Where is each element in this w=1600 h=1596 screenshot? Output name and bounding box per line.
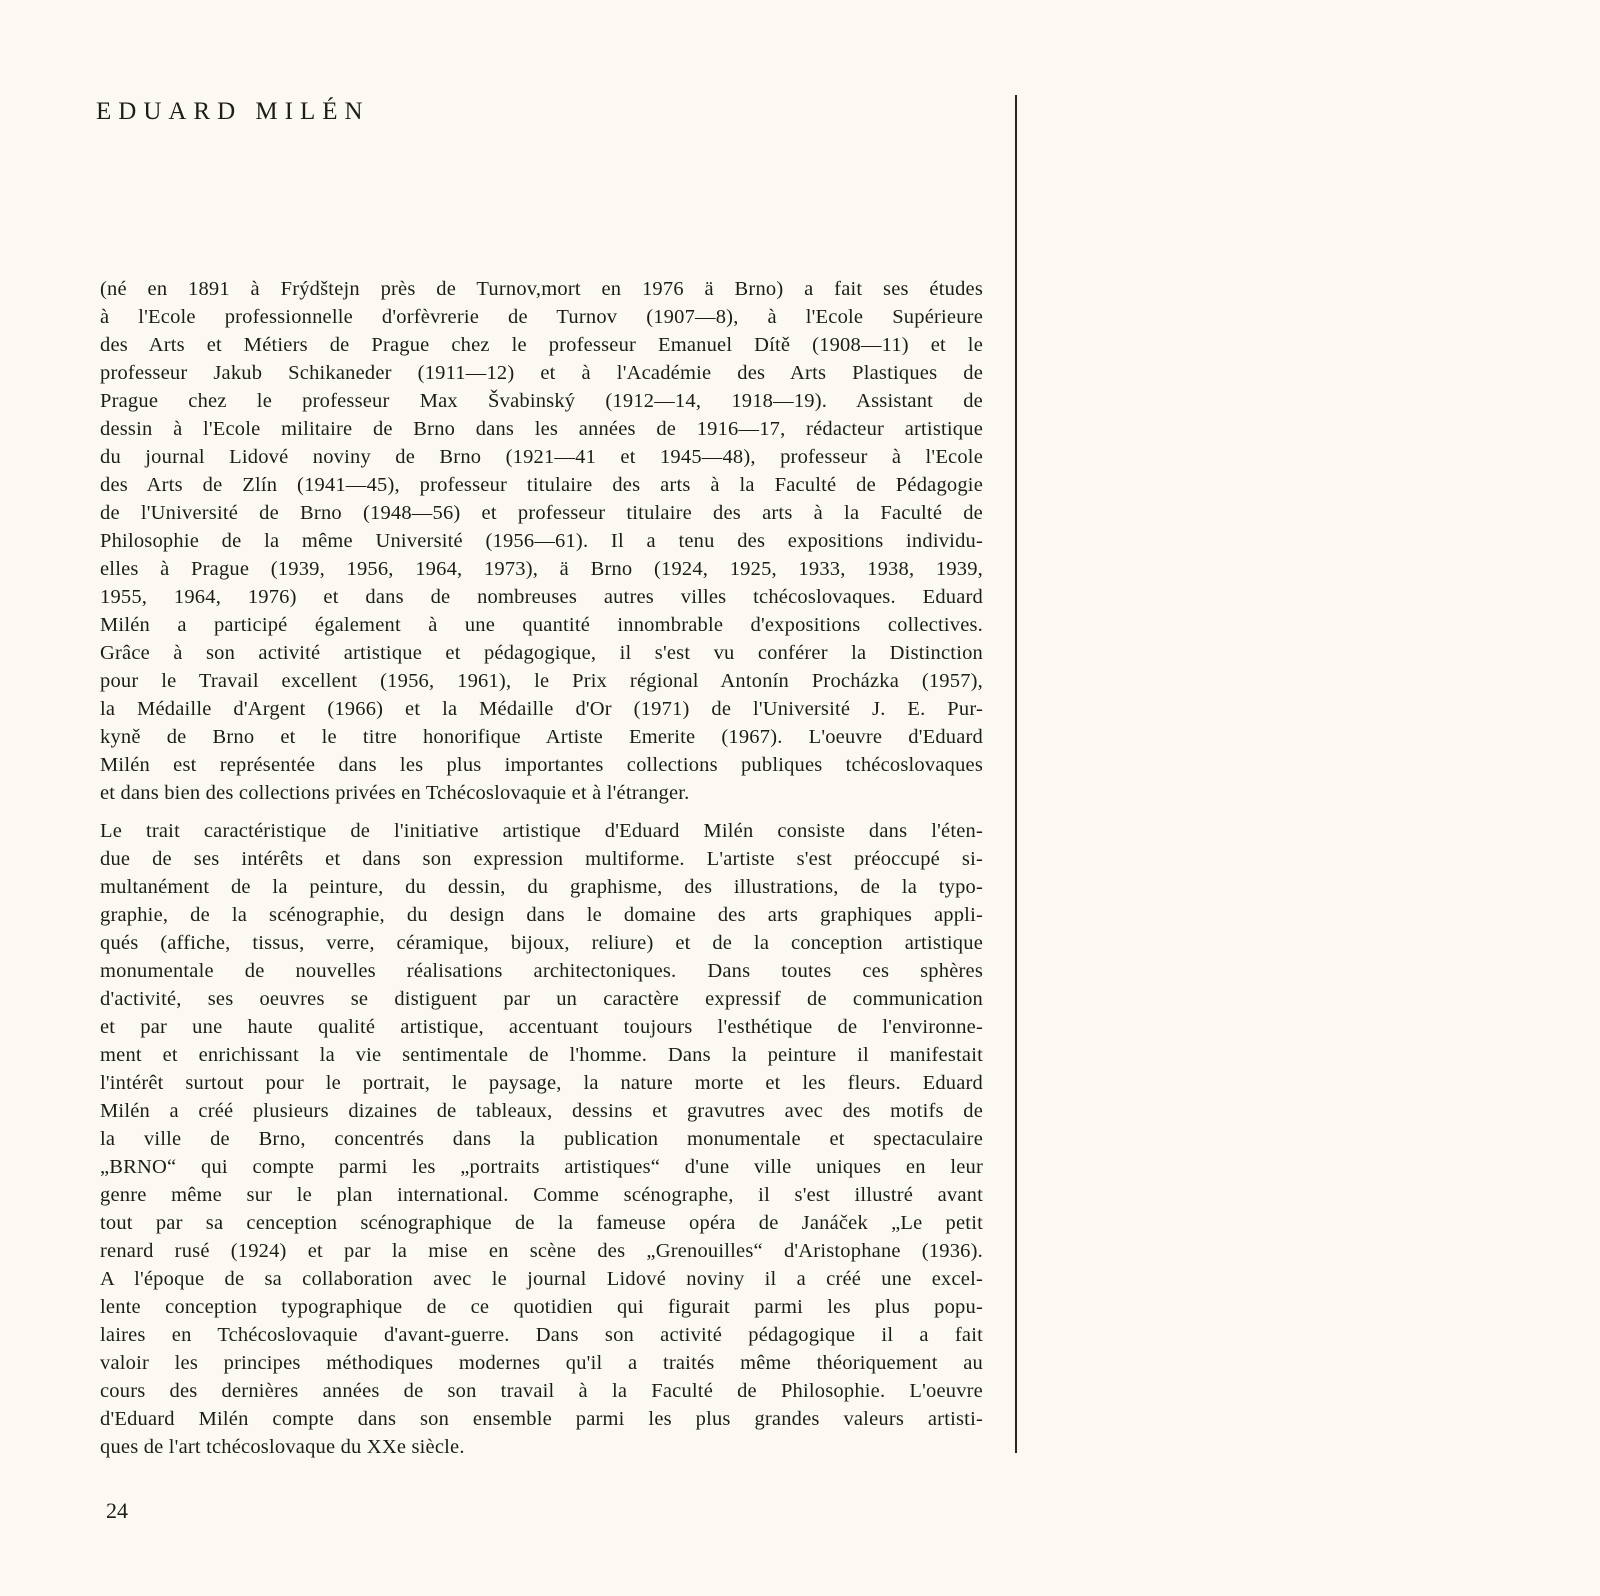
page-title: EDUARD MILÉN — [96, 98, 370, 125]
text-line: genre même sur le plan international. Comme scénographe, il s'est illustré avant — [100, 1184, 983, 1206]
text-line: renard rusé (1924) et par la mise en scène des „Grenouilles“ d'Aristophane (1936). — [100, 1240, 983, 1262]
text-line: Prague chez le professeur Max Švabinský (1912—14, 1918—19). Assistant de — [100, 390, 983, 412]
paragraph-gap — [100, 807, 983, 817]
text-line: A l'époque de sa collaboration avec le journal Lidové noviny il a créé une excel- — [100, 1268, 983, 1290]
text-line: „BRNO“ qui compte parmi les „portraits artistiques“ d'une ville uniques en leur — [100, 1156, 983, 1178]
text-line: 1955, 1964, 1976) et dans de nombreuses autres villes tchécoslovaques. Eduard — [100, 586, 983, 608]
text-line: (né en 1891 à Frýdštejn près de Turnov,mort en 1976 ä Brno) a fait ses études — [100, 278, 983, 300]
text-line: à l'Ecole professionnelle d'orfèvrerie de Turnov (1907—8), à l'Ecole Supérieure — [100, 306, 983, 328]
text-line: d'Eduard Milén compte dans son ensemble parmi les plus grandes valeurs artisti- — [100, 1408, 983, 1430]
text-line: la ville de Brno, concentrés dans la publication monumentale et spectaculaire — [100, 1128, 983, 1150]
text-line: tout par sa cenception scénographique de la fameuse opéra de Janáček „Le petit — [100, 1212, 983, 1234]
text-line: de l'Université de Brno (1948—56) et professeur titulaire des arts à la Faculté de — [100, 502, 983, 524]
text-line: des Arts et Métiers de Prague chez le professeur Emanuel Dítě (1908—11) et le — [100, 334, 983, 356]
text-line: cours des dernières années de son travail à la Faculté de Philosophie. L'oeuvre — [100, 1380, 983, 1402]
text-line: Grâce à son activité artistique et pédagogique, il s'est vu conférer la Distinction — [100, 642, 983, 664]
text-line: lente conception typographique de ce quotidien qui figurait parmi les plus popu- — [100, 1296, 983, 1318]
text-line: kyně de Brno et le titre honorifique Artiste Emerite (1967). L'oeuvre d'Eduard — [100, 726, 983, 748]
text-line: et dans bien des collections privées en Tchécoslovaquie et à l'étranger. — [100, 782, 690, 804]
text-line: l'intérêt surtout pour le portrait, le paysage, la nature morte et les fleurs. Eduard — [100, 1072, 983, 1094]
text-line: Milén est représentée dans les plus importantes collections publiques tchécoslovaques — [100, 754, 983, 776]
vertical-rule — [1015, 95, 1017, 1453]
text-line: du journal Lidové noviny de Brno (1921—41 et 1945—48), professeur à l'Ecole — [100, 446, 983, 468]
text-line: qués (affiche, tissus, verre, céramique, bijoux, reliure) et de la conception artistique — [100, 932, 983, 954]
text-line: Le trait caractéristique de l'initiative artistique d'Eduard Milén consiste dans l'éten- — [100, 820, 983, 842]
text-line: laires en Tchécoslovaquie d'avant-guerre. Dans son activité pédagogique il a fait — [100, 1324, 983, 1346]
text-line: ques de l'art tchécoslovaque du XXe siècle. — [100, 1436, 465, 1458]
text-line: Milén a participé également à une quantité innombrable d'expositions collectives. — [100, 614, 983, 636]
text-line: d'activité, ses oeuvres se distiguent par un caractère expressif de communication — [100, 988, 983, 1010]
text-line: due de ses intérêts et dans son expression multiforme. L'artiste s'est préoccupé si- — [100, 848, 983, 870]
body-text — [100, 275, 983, 1461]
text-line: la Médaille d'Argent (1966) et la Médaille d'Or (1971) de l'Université J. E. Pur- — [100, 698, 983, 720]
text-line: dessin à l'Ecole militaire de Brno dans les années de 1916—17, rédacteur artistique — [100, 418, 983, 440]
page-number: 24 — [106, 1498, 128, 1523]
text-line: valoir les principes méthodiques modernes qu'il a traités même théoriquement au — [100, 1352, 983, 1374]
text-line: pour le Travail excellent (1956, 1961), le Prix régional Antonín Procházka (1957), — [100, 670, 983, 692]
text-line: Philosophie de la même Université (1956—61). Il a tenu des expositions individu- — [100, 530, 983, 552]
text-line: ment et enrichissant la vie sentimentale de l'homme. Dans la peinture il manifestait — [100, 1044, 983, 1066]
text-line: multanément de la peinture, du dessin, du graphisme, des illustrations, de la typo- — [100, 876, 983, 898]
text-line: graphie, de la scénographie, du design dans le domaine des arts graphiques appli- — [100, 904, 983, 926]
text-line: monumentale de nouvelles réalisations architectoniques. Dans toutes ces sphères — [100, 960, 983, 982]
text-line: elles à Prague (1939, 1956, 1964, 1973), ä Brno (1924, 1925, 1933, 1938, 1939, — [100, 558, 983, 580]
text-line: et par une haute qualité artistique, accentuant toujours l'esthétique de l'environne- — [100, 1016, 983, 1038]
paragraph — [100, 275, 983, 807]
text-line: Milén a créé plusieurs dizaines de tableaux, dessins et gravutres avec des motifs de — [100, 1100, 983, 1122]
paragraph — [100, 817, 983, 1461]
text-line: professeur Jakub Schikaneder (1911—12) et à l'Académie des Arts Plastiques de — [100, 362, 983, 384]
text-line: des Arts de Zlín (1941—45), professeur titulaire des arts à la Faculté de Pédagogie — [100, 474, 983, 496]
